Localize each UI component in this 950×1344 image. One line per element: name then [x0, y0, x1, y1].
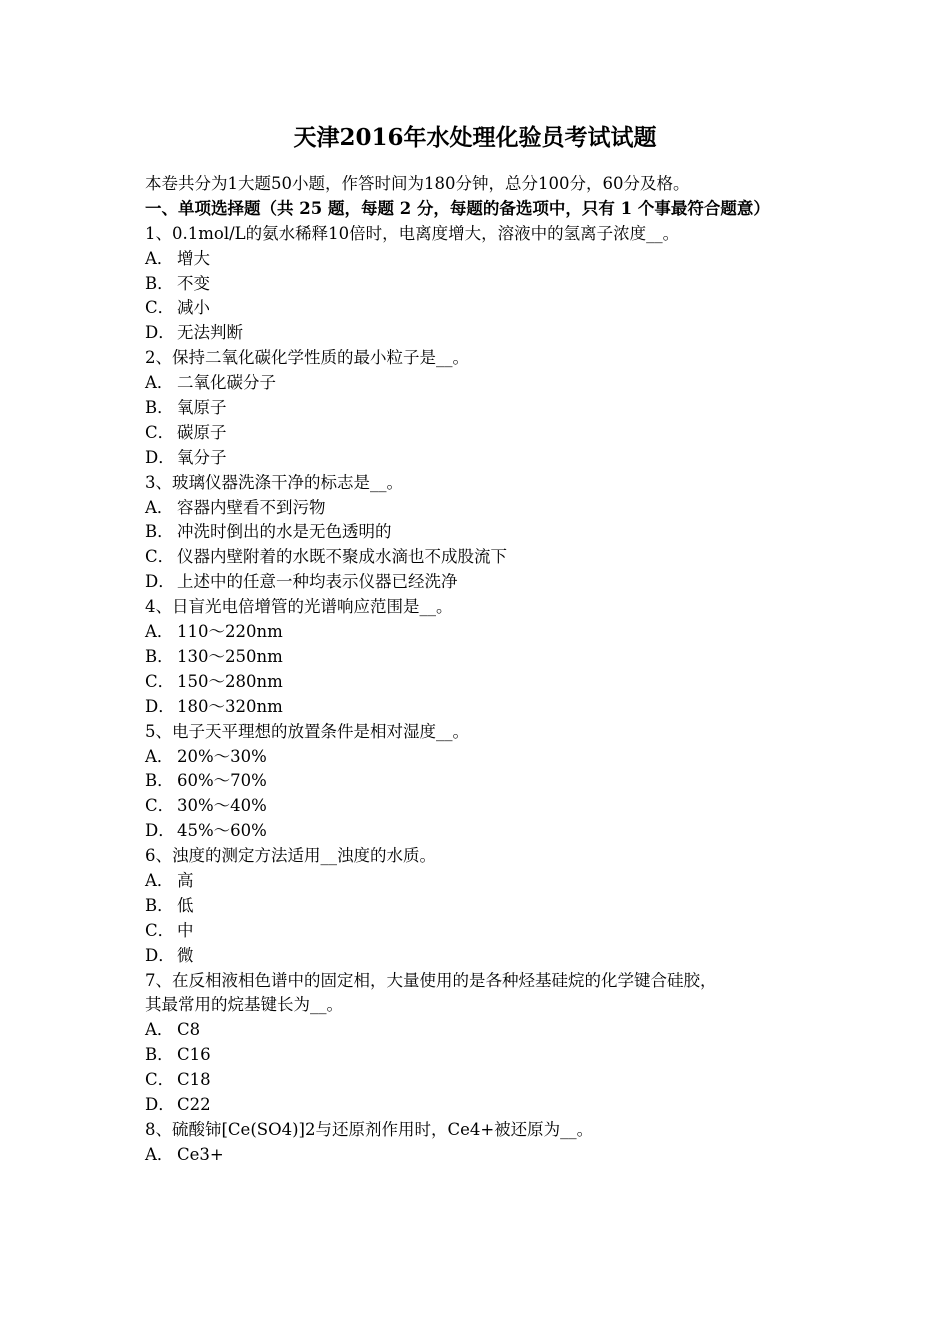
question-text: 其最常用的烷基键长为__。 [145, 995, 343, 1015]
option-label: A． [145, 248, 174, 268]
question-item [145, 969, 810, 1118]
answer-option [145, 1068, 810, 1093]
document-body [145, 172, 810, 1168]
option-text: Ce3+ [177, 1144, 224, 1164]
option-label: A． [145, 1144, 174, 1164]
answer-option [145, 496, 810, 521]
answer-option [145, 695, 810, 720]
option-label: D． [145, 1094, 175, 1114]
option-text: 不变 [177, 273, 210, 293]
answer-option [145, 421, 810, 446]
option-label: A． [145, 1020, 174, 1040]
option-label: B． [145, 522, 174, 542]
answer-option [145, 1093, 810, 1118]
option-text: 20%～30% [177, 746, 267, 766]
answer-option [145, 321, 810, 346]
option-text: 减小 [177, 298, 210, 318]
option-label: D． [145, 945, 175, 965]
option-label: B． [145, 646, 174, 666]
option-text: 微 [177, 945, 194, 965]
option-label: C． [145, 796, 175, 816]
question-text: 5、电子天平理想的放置条件是相对湿度__。 [145, 721, 469, 741]
option-text: 45%～60% [177, 821, 267, 841]
option-text: 低 [177, 895, 194, 915]
question-list [145, 222, 810, 1168]
answer-option [145, 670, 810, 695]
option-label: B． [145, 1045, 174, 1065]
option-text: C18 [177, 1070, 211, 1090]
question-item [145, 346, 810, 470]
answer-option [145, 919, 810, 944]
option-text: 150～280nm [177, 671, 283, 691]
option-label: B． [145, 895, 174, 915]
answer-option [145, 247, 810, 272]
option-label: B． [145, 273, 174, 293]
section-heading: 一、单项选择题（共 25 题，每题 2 分，每题的备选项中，只有 1 个事最符合题意） [145, 198, 770, 218]
option-text: 30%～40% [177, 796, 267, 816]
option-text: 60%～70% [177, 771, 267, 791]
option-label: D． [145, 323, 175, 343]
question-item [145, 222, 810, 346]
option-label: C． [145, 920, 175, 940]
answer-option [145, 371, 810, 396]
option-label: C． [145, 422, 175, 442]
option-text: 无法判断 [177, 323, 243, 343]
option-label: D． [145, 572, 175, 592]
answer-option [145, 869, 810, 894]
option-label: A． [145, 870, 174, 890]
answer-option [145, 520, 810, 545]
option-label: A． [145, 622, 174, 642]
option-label: D． [145, 447, 175, 467]
answer-option [145, 944, 810, 969]
answer-option [145, 894, 810, 919]
answer-option [145, 1143, 810, 1168]
answer-option [145, 1043, 810, 1068]
option-label: C． [145, 1070, 175, 1090]
answer-option [145, 645, 810, 670]
question-text: 2、保持二氧化碳化学性质的最小粒子是__。 [145, 348, 469, 368]
answer-option [145, 745, 810, 770]
question-text: 8、硫酸铈[Ce(SO4)]2与还原剂作用时，Ce4+被还原为__。 [145, 1119, 594, 1139]
option-text: 冲洗时倒出的水是无色透明的 [177, 522, 392, 542]
option-text: 仪器内壁附着的水既不聚成水滴也不成股流下 [177, 547, 507, 567]
answer-option [145, 446, 810, 471]
question-text: 3、玻璃仪器洗涤干净的标志是__。 [145, 472, 403, 492]
option-text: 高 [177, 870, 194, 890]
option-text: C8 [177, 1020, 201, 1040]
document-title: 天津2016年水处理化验员考试试题 [293, 124, 657, 151]
answer-option [145, 794, 810, 819]
option-text: 中 [177, 920, 194, 940]
option-text: 碳原子 [177, 422, 227, 442]
option-label: A． [145, 746, 174, 766]
question-item [145, 595, 810, 719]
question-item [145, 720, 810, 844]
option-text: C22 [177, 1094, 211, 1114]
option-text: 180～320nm [177, 696, 283, 716]
option-text: 上述中的任意一种均表示仪器已经洗净 [177, 572, 458, 592]
question-text: 4、日盲光电倍增管的光谱响应范围是__。 [145, 597, 453, 617]
option-text: 130～250nm [177, 646, 283, 666]
option-text: 氧原子 [177, 398, 227, 418]
answer-option [145, 570, 810, 595]
option-label: C． [145, 298, 175, 318]
answer-option [145, 769, 810, 794]
option-label: D． [145, 821, 175, 841]
option-text: 二氧化碳分子 [177, 373, 276, 393]
question-item [145, 471, 810, 595]
option-label: B． [145, 398, 174, 418]
question-text: 1、0.1mol/L的氨水稀释10倍时，电离度增大，溶液中的氢离子浓度__。 [145, 223, 680, 243]
option-text: 110～220nm [177, 622, 283, 642]
question-item [145, 844, 810, 968]
option-label: C． [145, 547, 175, 567]
answer-option [145, 620, 810, 645]
answer-option [145, 272, 810, 297]
question-item [145, 1118, 810, 1168]
option-label: A． [145, 373, 174, 393]
option-label: C． [145, 671, 175, 691]
answer-option [145, 819, 810, 844]
answer-option [145, 1018, 810, 1043]
exam-intro: 本卷共分为1大题50小题，作答时间为180分钟，总分100分，60分及格。 [145, 174, 690, 193]
option-label: D． [145, 696, 175, 716]
option-text: C16 [177, 1045, 211, 1065]
option-text: 氧分子 [177, 447, 227, 467]
answer-option [145, 545, 810, 570]
option-label: A． [145, 497, 174, 517]
option-text: 容器内壁看不到污物 [177, 497, 326, 517]
option-label: B． [145, 771, 174, 791]
answer-option [145, 296, 810, 321]
question-text: 7、在反相液相色谱中的固定相，大量使用的是各种烃基硅烷的化学键合硅胶， [145, 970, 717, 990]
answer-option [145, 396, 810, 421]
question-text: 6、浊度的测定方法适用__浊度的水质。 [145, 846, 436, 866]
option-text: 增大 [177, 248, 210, 268]
